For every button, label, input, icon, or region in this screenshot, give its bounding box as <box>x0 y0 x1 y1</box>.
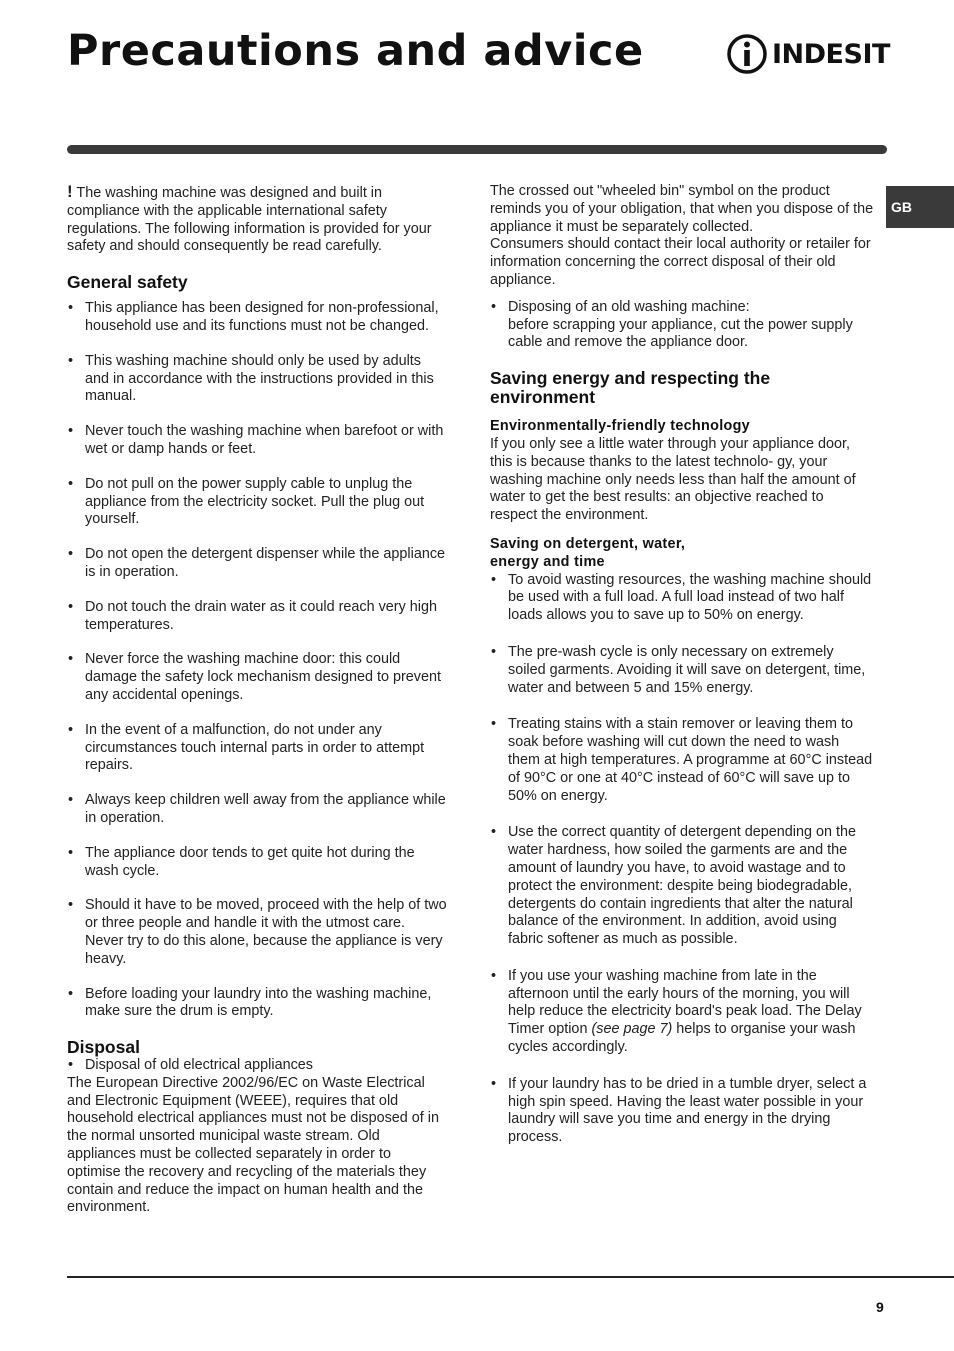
eco-paragraph: If you only see a little water through your appliance door, this is because thanks to the latest technolo- gy, your washing machine only needs less than half the amount of water to get the best results: an objective reached to respect the environment. <box>490 435 856 524</box>
old-machine-list <box>490 299 874 352</box>
list-item: • Use the correct quantity of detergent depending on the water hardness, how soiled the garments are and the amount of laundry you have, to avoid wastage and to protect the environment: despite being biodegradable, detergents do contain ingredients that alter the natural balance of the environment. In addition, avoid using fabric softener as much as possible. <box>490 824 874 949</box>
list-item: • Should it have to be moved, proceed with the help of two or three people and handle it with the utmost care. Never try to do this alone, because the appliance is very heavy. <box>67 897 447 968</box>
delay-text: helps to organise your wash cycles accordingly. <box>508 1021 856 1056</box>
list-item: • Do not pull on the power supply cable to unplug the appliance from the electricity socket. Pull the plug out yourself. <box>67 476 447 529</box>
brand-wordmark: INDESIT <box>772 38 890 70</box>
intro-text: The washing machine was designed and built in compliance with the applicable international safety regulations. The following information is provided for your safety and should consequently be read carefully. <box>67 185 432 255</box>
list-item: • Treating stains with a stain remover or leaving them to soak before washing will cut down the need to wash them at high temperatures. A programme at 60°C instead of 90°C or one at 40°C instead of 60°C will save up to 50% on energy. <box>490 716 874 805</box>
eco-heading: Environmentally-friendly technology <box>490 418 750 435</box>
list-item: • In the event of a malfunction, do not under any circumstances touch internal parts in order to attempt repairs. <box>67 722 447 775</box>
indesit-logo-icon <box>726 33 768 75</box>
bin-paragraph: The crossed out "wheeled bin" symbol on the product reminds you of your obligation, that when you dispose of the appliance it must be separately collected. <box>490 183 874 235</box>
list-item <box>490 299 874 352</box>
detergent-heading-line: energy and time <box>490 553 605 570</box>
disposal-paragraph: The European Directive 2002/96/EC on Waste Electrical and Electronic Equipment (WEEE), requires that old household electrical appliances must not be disposed of in the normal unsorted municipal waste stream. Old appliances must be collected separately in order to optimise the recovery and recycling of the materials they contain and reduce the impact on human health and the environment. <box>67 1074 439 1216</box>
list-item: • To avoid wasting resources, the washing machine should be used with a full load. A full load instead of two half loads allows you to save up to 50% on energy. <box>490 572 874 625</box>
language-tab: GB <box>886 186 954 228</box>
list-item: • The pre-wash cycle is only necessary on extremely soiled garments. Avoiding it will save on detergent, time, water and between 5 and 15% energy. <box>490 644 874 697</box>
footer-divider <box>67 1276 954 1278</box>
delay-text: If you use your washing machine from late in the afternoon until the early hours of the morning, you will help reduce the electricity board's peak load. The Delay Timer option <box>508 967 862 1038</box>
right-column <box>490 183 874 1147</box>
consumer-paragraph: Consumers should contact their local authority or retailer for information concerning the correct disposal of their old appliance. <box>490 236 871 288</box>
list-item: • This appliance has been designed for non-professional, household use and its functions must not be changed. <box>67 300 447 336</box>
old-machine-label: Disposing of an old washing machine: <box>508 298 750 315</box>
list-item: • Do not touch the drain water as it could reach very high temperatures. <box>67 599 447 635</box>
detergent-heading-line: Saving on detergent, water, <box>490 535 686 552</box>
list-item: • This washing machine should only be used by adults and in accordance with the instructions provided in this manual. <box>67 353 447 406</box>
warning-icon: ! <box>67 182 73 201</box>
list-item: • Before loading your laundry into the washing machine, make sure the drum is empty. <box>67 986 447 1022</box>
header-divider <box>67 145 887 154</box>
page-reference: (see page 7) <box>591 1021 673 1038</box>
detergent-heading <box>490 536 874 572</box>
list-item <box>490 968 874 1057</box>
page-title: Precautions and advice <box>67 26 644 76</box>
list-item: • Never touch the washing machine when barefoot or with wet or damp hands or feet. <box>67 423 447 459</box>
intro-paragraph <box>67 183 447 256</box>
list-item: • Do not open the detergent dispenser while the appliance is in operation. <box>67 546 447 582</box>
saving-list <box>490 572 874 1148</box>
page-number: 9 <box>876 1299 884 1315</box>
list-item: • Never force the washing machine door: this could damage the safety lock mechanism designed to prevent any accidental openings. <box>67 651 447 704</box>
disposal-heading: Disposal <box>67 1037 140 1058</box>
old-machine-text: before scrapping your appliance, cut the power supply cable and remove the appliance door. <box>508 316 853 351</box>
indesit-logo <box>726 32 890 76</box>
list-item: • The appliance door tends to get quite hot during the wash cycle. <box>67 845 447 881</box>
saving-heading: Saving energy and respecting the environment <box>490 368 771 408</box>
list-item: • Always keep children well away from the appliance while in operation. <box>67 792 447 828</box>
general-safety-heading: General safety <box>67 272 188 293</box>
list-item: • If your laundry has to be dried in a tumble dryer, select a high spin speed. Having the least water possible in your laundry will save you time and energy in the drying process. <box>490 1076 874 1147</box>
general-safety-list <box>67 300 447 1021</box>
list-item: • Disposal of old electrical appliances <box>67 1057 447 1075</box>
disposal-list <box>67 1057 447 1075</box>
left-column <box>67 183 447 1217</box>
